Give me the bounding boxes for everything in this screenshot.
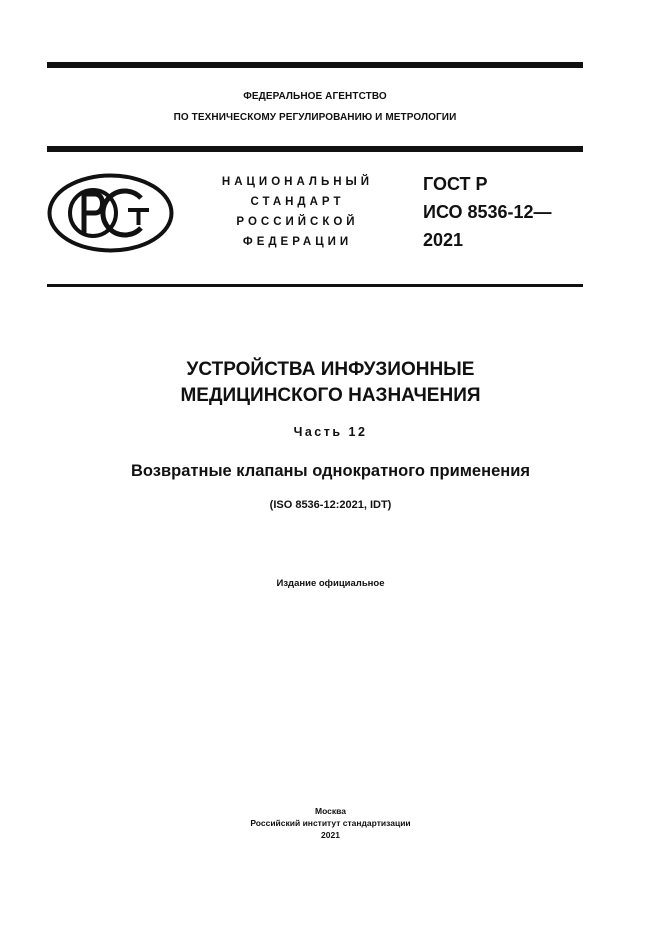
national-standard-label <box>205 172 390 252</box>
edition-note: Издание официальное <box>276 578 385 589</box>
national-standard-line-2: СТАНДАРТ <box>250 196 345 208</box>
designation-line-1: ГОСТ Р <box>423 174 488 194</box>
title-line-1: УСТРОЙСТВА ИНФУЗИОННЫЕ <box>186 359 475 380</box>
national-standard-line-1: НАЦИОНАЛЬНЫЙ <box>221 176 374 188</box>
imprint-city: Москва <box>315 806 346 816</box>
standard-designation <box>423 170 552 254</box>
imprint-year: 2021 <box>321 830 340 840</box>
designation-line-2: ИСО 8536-12— <box>423 202 552 222</box>
document-title <box>0 357 661 409</box>
top-rule <box>47 62 583 68</box>
imprint-publisher: Российский институт стандартизации <box>250 818 411 828</box>
middle-rule <box>47 146 583 152</box>
part-label: Часть 12 <box>293 425 368 439</box>
national-standard-line-4: ФЕДЕРАЦИИ <box>242 236 353 248</box>
agency-line-2: ПО ТЕХНИЧЕСКОМУ РЕГУЛИРОВАНИЮ И МЕТРОЛОГИИ <box>173 112 457 123</box>
bottom-rule <box>47 284 583 287</box>
iso-reference: (ISO 8536-12:2021, IDT) <box>269 499 392 511</box>
document-subtitle: Возвратные клапаны однократного применения <box>131 462 530 480</box>
rst-certification-mark-icon <box>47 173 174 253</box>
title-line-2: МЕДИЦИНСКОГО НАЗНАЧЕНИЯ <box>180 385 481 406</box>
national-standard-line-3: РОССИЙСКОЙ <box>236 216 359 228</box>
designation-line-3: 2021 <box>423 230 464 250</box>
agency-line-1: ФЕДЕРАЛЬНОЕ АГЕНТСТВО <box>243 91 387 102</box>
imprint <box>0 805 661 841</box>
